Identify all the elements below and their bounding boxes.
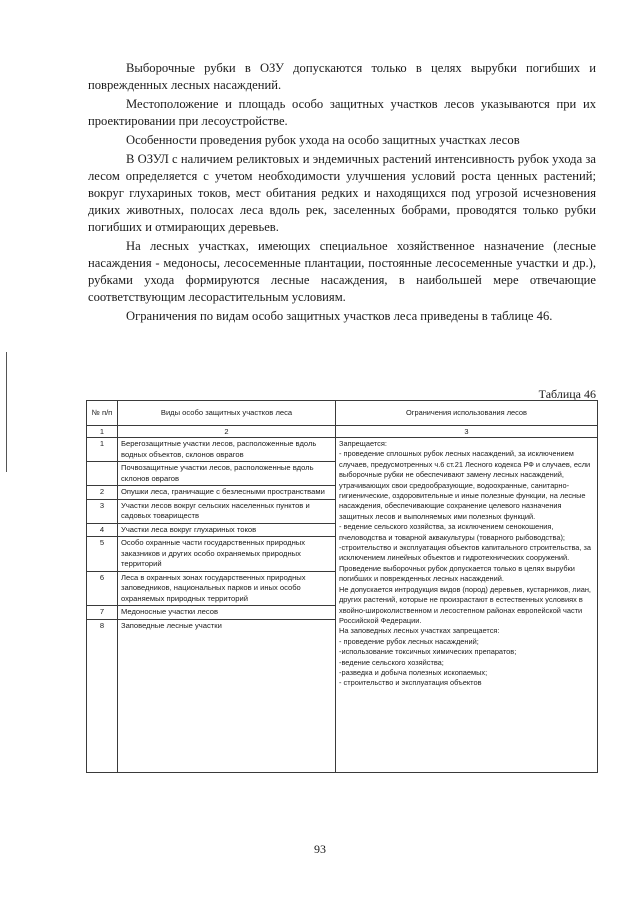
row-name: Заповедные лесные участки <box>118 619 336 772</box>
column-number: 2 <box>118 426 336 438</box>
column-number-row <box>87 426 598 438</box>
row-num: 2 <box>87 486 118 500</box>
row-num: 8 <box>87 619 118 772</box>
row-num: 1 <box>87 438 118 462</box>
row-num: 7 <box>87 606 118 620</box>
restrictions-cell <box>336 438 598 773</box>
table-caption: Таблица 46 <box>538 387 596 401</box>
restriction-line: Проведение выборочных рубок допускается только в целях вырубки погибших и поврежденных лесных насаждений. <box>339 563 575 584</box>
paragraph-1: Выборочные рубки в ОЗУ допускаются только в целях вырубки погибших и поврежденных лесных насаждений. <box>88 61 596 92</box>
row-num: 6 <box>87 571 118 606</box>
row-name: Почвозащитные участки лесов, расположенные вдоль склонов оврагов <box>118 462 336 486</box>
paragraph-3: В ОЗУЛ с наличием реликтовых и эндемичных растений интенсивность рубок ухода за лесом определяется с учетом необходимости улучшения условий роста ценных растений; вокруг глухариных токов, мест обитания редких и находящихся под угрозой исчезновения диких животных, полосах леса вдоль рек, заселенных бобрами, проводятся только рубки погибших и отмирающих деревьев. <box>88 152 596 234</box>
row-name: Леса в охранных зонах государственных природных заповедников, национальных парков и иных особо охраняемых природных территорий <box>118 571 336 606</box>
restriction-line: - строительство и эксплуатация объектов <box>339 678 482 688</box>
paragraph-4: На лесных участках, имеющих специальное хозяйственное назначение (лесные насаждения - медоносы, лесосеменные плантации, постоянные лесосеменные участки и др.), рубками ухода формируются лесные насаждения, в наибольшей мере отвечающие соответствующим лесорастительным условиям. <box>88 239 596 304</box>
table-header-row <box>87 401 598 426</box>
header-type: Виды особо защитных участков леса <box>118 401 336 426</box>
restriction-line: Не допускается интродукция видов (пород) деревьев, кустарников, лиан, других растений, которые не произрастают в естественных условиях в хвойно-широколиственном и лесостепном районах европейской части Российской Федерации. <box>339 584 591 625</box>
section-heading: Особенности проведения рубок ухода на особо защитных участках лесов <box>126 133 520 147</box>
page-number: 93 <box>314 842 326 856</box>
header-restrictions: Ограничения использования лесов <box>336 401 598 426</box>
header-num: № п/п <box>87 401 118 426</box>
row-name: Особо охранные части государственных природных заказников и других особо охраняемых природных территорий <box>118 537 336 572</box>
restriction-line: - проведение сплошных рубок лесных насаждений, за исключением случаев, предусмотренных ч.6 ст.21 Лесного кодекса РФ и случаев, если выборочные рубки не обеспечивают замену лесных насаждений, утрачивающих свои средообразующие, водоохранные, санитарно-гигиенические, оздоровительные и иные полезные функции, на лесные насаждения, обеспечивающие сохранение целевого назначения защитных лесов и выполняемых ими полезных функций. <box>339 449 591 521</box>
row-name: Участки лесов вокруг сельских населенных пунктов и садовых товариществ <box>118 499 336 523</box>
restriction-line: - проведение рубок лесных насаждений; <box>339 636 479 646</box>
restriction-line: -строительство и эксплуатация объектов капитального строительства, за исключением линейных объектов и гидротехнических сооружений. <box>339 543 592 563</box>
column-number: 3 <box>336 426 598 438</box>
row-name: Участки леса вокруг глухариных токов <box>118 523 336 537</box>
row-num <box>87 462 118 486</box>
paragraph-2: Местоположение и площадь особо защитных участков лесов указываются при их проектировании при лесоустройстве. <box>88 97 596 128</box>
margin-mark <box>6 352 7 472</box>
row-name: Медоносные участки лесов <box>118 606 336 620</box>
restriction-line: Запрещается: <box>339 439 387 448</box>
row-name: Опушки леса, граничащие с безлесными пространствами <box>118 486 336 500</box>
restrictions-table <box>86 400 598 773</box>
restriction-line: На заповедных лесных участках запрещается: <box>339 626 500 636</box>
body-text <box>88 60 596 327</box>
restriction-line: -ведение сельского хозяйства; <box>339 657 444 667</box>
restriction-line: -использование токсичных химических препаратов; <box>339 647 517 657</box>
row-name: Берегозащитные участки лесов, расположенные вдоль водных объектов, склонов оврагов <box>118 438 336 462</box>
column-number: 1 <box>87 426 118 438</box>
row-num: 3 <box>87 499 118 523</box>
restriction-line: -разведка и добыча полезных ископаемых; <box>339 667 488 677</box>
row-num: 5 <box>87 537 118 572</box>
paragraph-5: Ограничения по видам особо защитных участков леса приведены в таблице 46. <box>126 309 553 323</box>
restriction-line: - ведение сельского хозяйства, за исключением сенокошения, пчеловодства и товарной аквакультуры (товарного рыбоводства); <box>339 522 565 542</box>
row-num: 4 <box>87 523 118 537</box>
table-row <box>87 438 598 462</box>
